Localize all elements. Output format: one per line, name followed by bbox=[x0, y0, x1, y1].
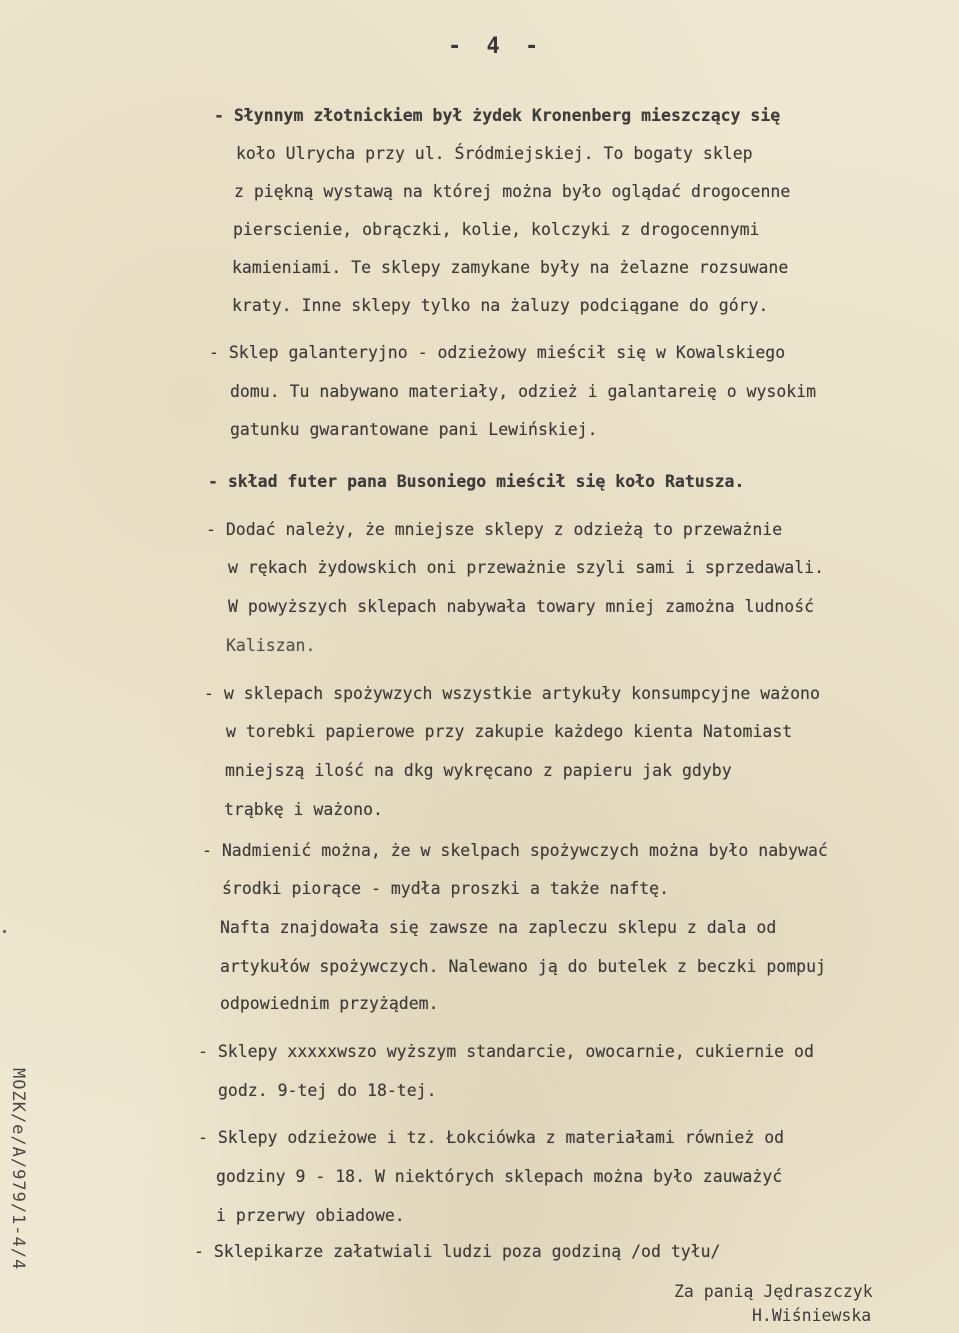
paragraph-1-line-5: kamieniami. Te sklepy zamykane były na żelazne rozsuwane bbox=[232, 258, 789, 277]
paragraph-1-line-1: - Słynnym złotnickiem był żydek Kronenberg mieszczący się bbox=[214, 106, 781, 125]
paragraph-7-line-1: - Sklepy xxxxxwszo wyższym standarcie, owocarnie, cukiernie od bbox=[198, 1042, 814, 1061]
paragraph-3-line-1: - skład futer pana Busoniego mieścił się koło Ratusza. bbox=[208, 472, 745, 491]
paragraph-1-line-3: z piękną wystawą na której można było oglądać drogocenne bbox=[234, 182, 791, 201]
paragraph-4-line-2: w rękach żydowskich oni przeważnie szyli sami i sprzedawali. bbox=[228, 558, 825, 577]
paragraph-2-line-1: - Sklep galanteryjno - odzieżowy mieścił się w Kowalskiego bbox=[209, 343, 786, 362]
paragraph-7-line-2: godz. 9-tej do 18-tej. bbox=[218, 1081, 437, 1100]
paragraph-9-line-1: - Sklepikarze załatwiali ludzi poza godziną /od tyłu/ bbox=[194, 1242, 721, 1261]
paragraph-1-line-6: kraty. Inne sklepy tylko na żaluzy podciągane do góry. bbox=[232, 296, 769, 315]
paragraph-8-line-3: i przerwy obiadowe. bbox=[216, 1206, 405, 1225]
margin-mark bbox=[3, 930, 6, 933]
paragraph-1-line-4: pierscienie, obrączki, kolie, kolczyki z drogocennymi bbox=[233, 220, 760, 239]
paragraph-2-line-3: gatunku gwarantowane pani Lewińskiej. bbox=[230, 420, 598, 439]
archive-signature-label: MOZK/e/A/979/1-4/4 bbox=[8, 1068, 28, 1271]
paragraph-4-line-3: W powyższych sklepach nabywała towary mniej zamożna ludność bbox=[228, 597, 815, 616]
paragraph-6-line-3: Nafta znajdowała się zawsze na zapleczu sklepu z dala od bbox=[220, 918, 777, 937]
paragraph-5-line-2: w torebki papierowe przy zakupie każdego kienta Natomiast bbox=[226, 722, 793, 741]
paragraph-1-line-2: koło Ulrycha przy ul. Śródmiejskiej. To bogaty sklep bbox=[236, 144, 753, 163]
paragraph-4-line-4: Kaliszan. bbox=[226, 636, 316, 655]
signature-line-1: Za panią Jędraszczyk bbox=[674, 1282, 873, 1301]
paragraph-8-line-2: godziny 9 - 18. W niektórych sklepach można było zauważyć bbox=[216, 1167, 783, 1186]
paragraph-5-line-3: mniejszą ilość na dkg wykręcano z papieru jak gdyby bbox=[225, 761, 732, 780]
paragraph-6-line-4: artykułów spożywczych. Nalewano ją do butelek z beczki pompuj bbox=[220, 957, 826, 976]
paragraph-6-line-5: odpowiednim przyżądem. bbox=[220, 994, 439, 1013]
paragraph-6-line-2: środki piorące - mydła proszki a także naftę. bbox=[222, 879, 670, 898]
signature-line-2: H.Wiśniewska bbox=[752, 1306, 872, 1325]
paragraph-2-line-2: domu. Tu nabywano materiały, odzież i galantareię o wysokim bbox=[230, 382, 817, 401]
paragraph-5-line-4: trąbkę i ważono. bbox=[224, 800, 383, 819]
paragraph-5-line-1: - w sklepach spożywzych wszystkie artykuły konsumpcyjne ważono bbox=[204, 684, 820, 703]
page-number: - 4 - bbox=[448, 34, 545, 59]
paragraph-4-line-1: - Dodać należy, że mniejsze sklepy z odzieżą to przeważnie bbox=[206, 520, 783, 539]
paragraph-8-line-1: - Sklepy odzieżowe i tz. Łokciówka z materiałami również od bbox=[198, 1128, 785, 1147]
paragraph-6-line-1: - Nadmienić można, że w skelpach spożywczych można było nabywać bbox=[202, 841, 828, 860]
